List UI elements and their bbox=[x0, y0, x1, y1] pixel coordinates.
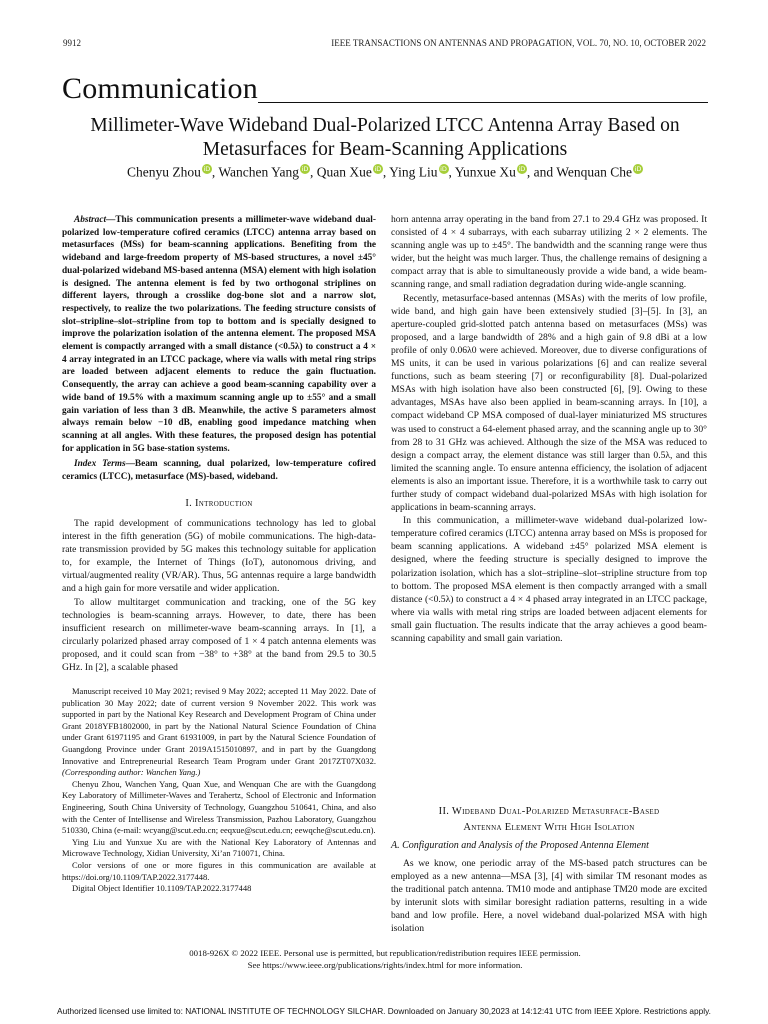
author-name: , and Wenquan Che bbox=[526, 164, 633, 180]
footnote-text: Chenyu Zhou, Wanchen Yang, Quan Xue, and Wenquan Che are with the Guangdong Key Laboratory of Millimeter-Waves and Terahertz, School of Electronic and Information Engineering, South China University of Technology, Guangzhou 510641, China, and also with the Center of Intellisense and Wireless Transmission, Pazhou Laboratory, Guangzhou 510330, China (e-mail: wcyang@scut.edu.cn; eeqxue@scut.edu.cn; eewqche@scut.edu.cn). bbox=[62, 778, 376, 836]
section-heading-line: Antenna Element With High Isolation bbox=[463, 822, 635, 833]
index-terms-label: Index Terms bbox=[74, 459, 126, 469]
author-name: , Wanchen Yang bbox=[211, 164, 300, 180]
abstract-label: Abstract bbox=[74, 215, 107, 225]
right-column-body-2 bbox=[391, 857, 707, 936]
paper-title-line2: Metasurfaces for Beam-Scanning Applications bbox=[202, 139, 568, 160]
section-label-text: Communication bbox=[62, 72, 258, 105]
paragraph: In this communication, a millimeter-wave wideband dual-polarized low-temperature cofired ceramics (LTCC) antenna array based on MSs is proposed for beam scanning applications. A wideband ±45° polarized MSA element is designed, where the feeding structure is specially designed to improve the polarization isolation, which has a slot–stripline–slot–stripline structure from top to bottom. The proposed MSA element is then compactly arranged with a small distance (<0.5λ) to construct a 4 × 4 phased array integrated in an LTCC package, where via walls with metal ring strips are loaded between adjacent elements for small gain fluctuation. The results indicate that the array achieves a good beam-scanning capability and small gain variation. bbox=[391, 515, 707, 644]
orcid-icon[interactable]: iD bbox=[301, 165, 309, 173]
index-terms bbox=[62, 458, 376, 483]
subsection-heading: A. Configuration and Analysis of the Proposed Antenna Element bbox=[391, 840, 649, 851]
section-heading-introduction bbox=[62, 498, 376, 509]
section-label bbox=[62, 72, 708, 112]
section-heading-line: II. Wideband Dual-Polarized Metasurface-Based bbox=[438, 806, 660, 817]
orcid-icon[interactable]: iD bbox=[203, 165, 211, 173]
copyright-notice bbox=[62, 947, 708, 971]
author-name: Chenyu Zhou bbox=[126, 164, 201, 180]
section-heading-text: Introduction bbox=[195, 498, 253, 509]
page-number: 9912 bbox=[63, 38, 81, 48]
journal-header: IEEE TRANSACTIONS ON ANTENNAS AND PROPAGATION, VOL. 70, NO. 10, OCTOBER 2022 bbox=[331, 38, 706, 48]
paper-title-line1: Millimeter-Wave Wideband Dual-Polarized LTCC Antenna Array Based on bbox=[90, 115, 680, 136]
paragraph: As we know, one periodic array of the MS-based patch structures can be employed as a new antenna—MSA [3], [4] with similar TM resonant modes as the traditional patch antenna. TM10 mode and antiphase TM20 mode are excited by interunit slots with similar boresight radiation patterns, resulting in a wide band and low profile. Here, a novel wideband dual-polarized MSA with high isolation bbox=[391, 858, 707, 935]
paragraph: To allow multitarget communication and tracking, one of the 5G key technologies is beam-scanning arrays. However, to date, there has been insufficient research on millimeter-wave beam-scanning arrays. In [1], a circularly polarized phased array composed of 1 × 4 patch antenna elements was proposed, and it could scan from −38° to +38° at the band from 29.5 to 30.5 GHz. In [2], a scalable phased bbox=[62, 596, 376, 674]
author-name: , Ying Liu bbox=[382, 164, 438, 180]
paragraph: horn antenna array operating in the band from 27.1 to 29.4 GHz was proposed. It consisted of 4 × 4 subarrays, with each subarray utilizing 2 × 2 elements. The scanning angle was up to ±45°. The bandwidth and the scanning range were thus wider, but the height was much larger. Thus, the challenge remains of designing a compact array that is able to simultaneously provide a wide band, a wide beam-scanning range, and small radiation degradation during wide-angle scanning. bbox=[391, 214, 707, 291]
footnote-text: Manuscript received 10 May 2021; revised 9 May 2022; accepted 11 May 2022. Date of publication 30 May 2022; date of current version 9 November 2022. This work was supported in part by the National Key Research and Development Program of China under Grant 2018YFB1802000, in part by the National Natural Science Foundation of China under Grant 61971195 and Grant 61931009, in part by the Natural Science Foundation of Guangdong Province under Grant 2019A1515010897, and in part by the Guangdong Innovative and Entrepreneurial Research Team Program under Grant 2017ZT07X032. bbox=[62, 686, 376, 766]
paragraph: Recently, metasurface-based antennas (MSAs) with the merits of low profile, wide band, and high gain have been extensively studied [3]–[5]. In [3], an aperture-coupled grid-slotted patch antenna based on metasurfaces (MSs) was proposed, and a large bandwidth of 28% and a high gain of 9.8 dBi at a low profile of only 0.06λ0 were achieved. Moreover, due to diverse configurations of MS units, it can be used in various polarizations [6] and can realize several functions, such as beam steering [7] or reconfigurability [8]. Dual-polarized MSAs with high isolation have also been constructed [6], [9]. Owing to these advantages, MSAs have also been applied in beam-scanning arrays. In [10], a compact wideband CP MSA composed of dual-layer miniaturized MS structures was used to construct a 64-element phased array, and the scanning angle up to 30° from 28 to 31 GHz was achieved. Although the size of the MSA was reduced to design a compact array, the element distance was still larger than 0.5λ, and this limited the scanning angle. To ensure antenna efficiency, the isolation of adjacent elements is also an important issue. Therefore, it is a worthwhile task to carry out further study of compact wideband dual-polarized MSAs with high isolation for applications in beam-scanning arrays. bbox=[391, 292, 707, 514]
abstract bbox=[62, 214, 376, 455]
author-name: , Quan Xue bbox=[310, 164, 372, 180]
introduction-body bbox=[62, 517, 376, 674]
author-name: , Yunxue Xu bbox=[448, 164, 516, 180]
right-column-body bbox=[391, 213, 707, 645]
copyright-line: See https://www.ieee.org/publications/rights/index.html for more information. bbox=[247, 960, 523, 970]
orcid-icon[interactable]: iD bbox=[374, 165, 382, 173]
footnotes bbox=[62, 686, 376, 895]
section-label-rule bbox=[258, 102, 708, 103]
footnote-text: Ying Liu and Yunxue Xu are with the National Key Laboratory of Antennas and Microwave Technology, Xidian University, Xi’an 710071, China. bbox=[62, 836, 376, 859]
orcid-icon[interactable]: iD bbox=[440, 165, 447, 173]
orcid-icon[interactable]: iD bbox=[634, 165, 642, 173]
index-terms-text: —Beam scanning, dual polarized, low-temperature cofired ceramics (LTCC), metasurface (MS)-based, wideband. bbox=[62, 459, 376, 482]
section-number: I. bbox=[185, 498, 195, 509]
author-list bbox=[62, 164, 708, 181]
authorized-use-notice: Authorized licensed use limited to: NATIONAL INSTITUTE OF TECHNOLOGY SILCHAR. Downloaded on January 30,2023 at 14:12:41 UTC from IEEE Xplore. Restrictions apply. bbox=[57, 1006, 711, 1016]
copyright-line: 0018-926X © 2022 IEEE. Personal use is permitted, but republication/redistribution requires IEEE permission. bbox=[189, 948, 581, 958]
abstract-text: —This communication presents a millimeter-wave wideband dual-polarized low-temperature cofired ceramics (LTCC) antenna array based on metasurfaces (MSs) for beam-scanning applications. Benefiting from the wideband and large-freedom property of MS-based structures, a novel ±45° dual-polarized wideband MS-based antenna (MSA) element with high isolation is designed. The antenna element is fed by two orthogonal striplines on different layers, through a crosslike dog-bone slot and a narrow slot, respectively, to realize the two polarizations. The feeding structure consists of slot–stripline–slot–stripline from top to bottom and is specially designed to improve the polarization isolation of the antenna element. The proposed MSA element is compactly arranged with a small distance (<0.5λ) to construct a 4 × 4 array integrated in an LTCC package, where via walls with metal ring strips are loaded between adjacent elements to reduce the gain fluctuation. Consequently, the array can achieve a good beam-scanning capability over a wide band of 19.5% with a maximum scanning angle up to ±55° and a small gain variation of less than 3 dB. Meanwhile, the active S parameters almost always remain below −10 dB, enabling good impedance matching when scanning at all angles. With these features, the proposed design has potential for application in 5G base-station systems. bbox=[62, 215, 376, 454]
section-heading-2 bbox=[391, 804, 707, 836]
corresponding-author: (Corresponding author: Wanchen Yang.) bbox=[62, 767, 201, 778]
orcid-icon[interactable]: iD bbox=[518, 165, 526, 173]
paragraph: The rapid development of communications technology has led to global interest in the fifth generation (5G) of mobile communications. The high-data-rate transmission provided by 5G makes this technology suitable for application to, for example, the Internet of Things (IoT), autonomous driving, and virtual/augmented reality (VR/AR). Thus, 5G antennas require a large bandwidth and a high gain for more versatile and wider application. bbox=[62, 518, 376, 595]
footnote-text: Digital Object Identifier 10.1109/TAP.2022.3177448 bbox=[72, 883, 252, 894]
footnote-text: Color versions of one or more figures in this communication are available at https://doi.org/10.1109/TAP.2022.3177448. bbox=[62, 859, 376, 882]
